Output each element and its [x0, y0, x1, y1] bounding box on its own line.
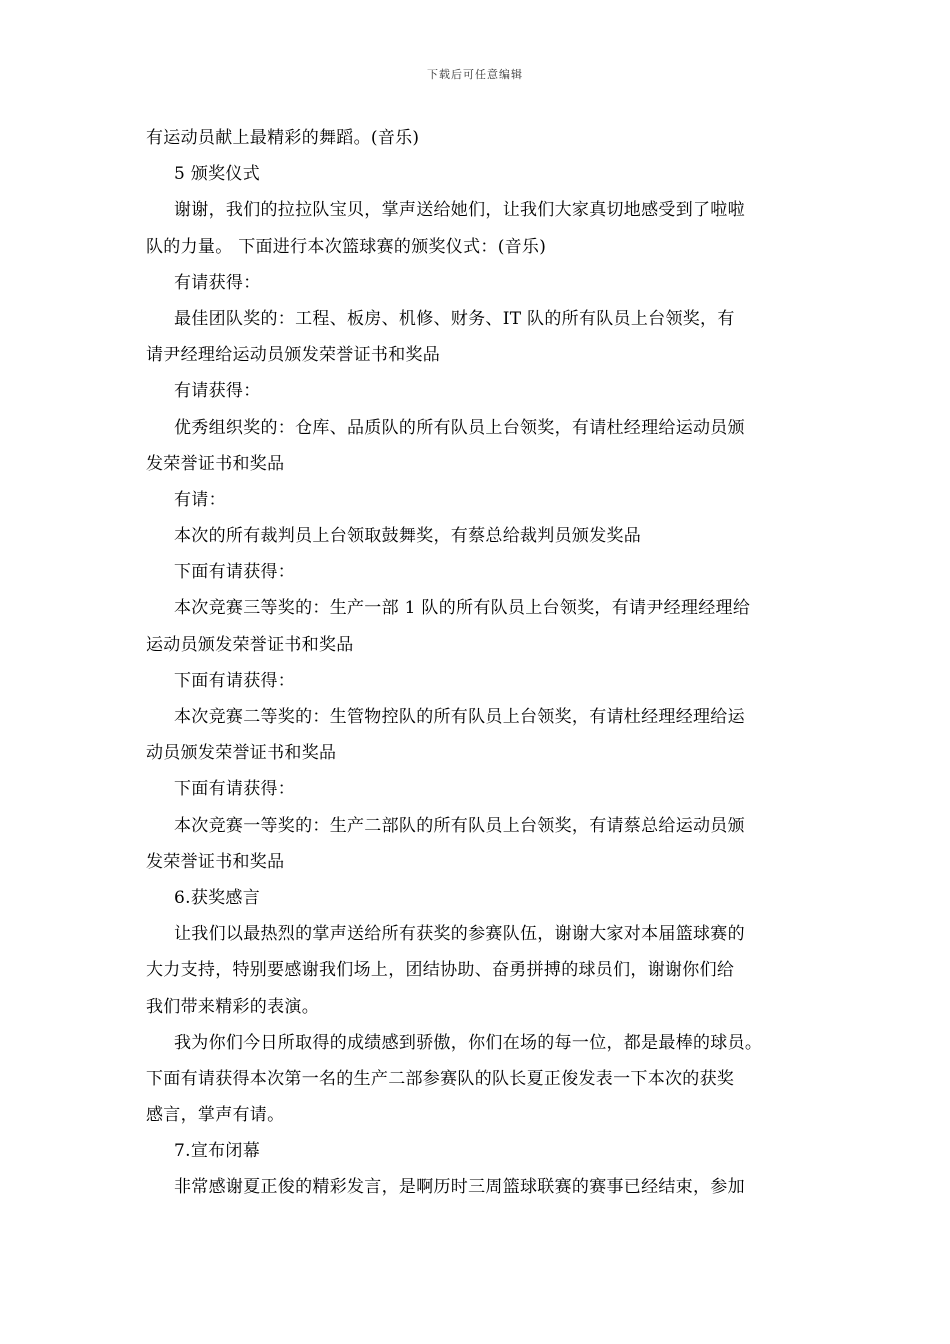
text-line: 非常感谢夏正俊的精彩发言，是啊历时三周篮球联赛的赛事已经结束，参加	[174, 1177, 745, 1198]
text-line: 有请获得：	[174, 381, 261, 402]
text-line: 感言，掌声有请。	[146, 1105, 285, 1126]
text-line: 请尹经理给运动员颁发荣誉证书和奖品	[146, 345, 441, 366]
section-heading-award-ceremony: 5 颁奖仪式	[174, 164, 261, 185]
text-line: 优秀组织奖的：仓库、品质队的所有队员上台领奖，有请杜经理给运动员颁	[174, 417, 745, 438]
text-line: 本次的所有裁判员上台领取鼓舞奖，有蔡总给裁判员颁发奖品	[174, 526, 642, 547]
text-line: 队的力量。 下面进行本次篮球赛的颁奖仪式：(音乐)	[146, 236, 547, 257]
text-line: 有运动员献上最精彩的舞蹈。(音乐)	[146, 128, 420, 148]
text-line: 有请：	[174, 489, 226, 510]
text-line: 发荣誉证书和奖品	[146, 851, 285, 872]
section-heading-closing: 7.宣布闭幕	[174, 1141, 261, 1162]
text-line: 本次竞赛二等奖的：生管物控队的所有队员上台领奖，有请杜经理经理给运	[174, 707, 745, 727]
text-line: 本次竞赛一等奖的：生产二部队的所有队员上台领奖，有请蔡总给运动员颁	[174, 815, 745, 836]
text-line: 下面有请获得：	[174, 670, 296, 691]
text-line: 下面有请获得：	[174, 779, 296, 800]
text-line: 大力支持，特别要感谢我们场上，团结协助、奋勇拼搏的球员们，谢谢你们给	[146, 960, 735, 981]
text-line: 有请获得：	[174, 272, 261, 293]
text-line: 谢谢，我们的拉拉队宝贝，掌声送给她们，让我们大家真切地感受到了啦啦	[174, 200, 745, 221]
text-line: 发荣誉证书和奖品	[146, 453, 285, 474]
section-heading-acceptance-speech: 6.获奖感言	[174, 887, 261, 908]
text-line: 下面有请获得本次第一名的生产二部参赛队的队长夏正俊发表一下本次的获奖	[146, 1068, 735, 1089]
document-body	[146, 124, 806, 1210]
text-line: 下面有请获得：	[174, 562, 296, 583]
text-line: 我们带来精彩的表演。	[146, 996, 319, 1017]
text-line: 动员颁发荣誉证书和奖品	[146, 743, 337, 764]
text-line: 本次竞赛三等奖的：生产一部 1 队的所有队员上台领奖，有请尹经理经理给	[174, 598, 751, 619]
text-line: 运动员颁发荣誉证书和奖品	[146, 634, 354, 655]
text-line: 最佳团队奖的：工程、板房、机修、财务、IT 队的所有队员上台领奖，有	[174, 308, 735, 329]
text-line: 让我们以最热烈的掌声送给所有获奖的参赛队伍，谢谢大家对本届篮球赛的	[174, 924, 745, 945]
text-line: 我为你们今日所取得的成绩感到骄傲，你们在场的每一位，都是最棒的球员。	[174, 1032, 763, 1053]
page-header: 下载后可任意编辑	[427, 68, 523, 81]
